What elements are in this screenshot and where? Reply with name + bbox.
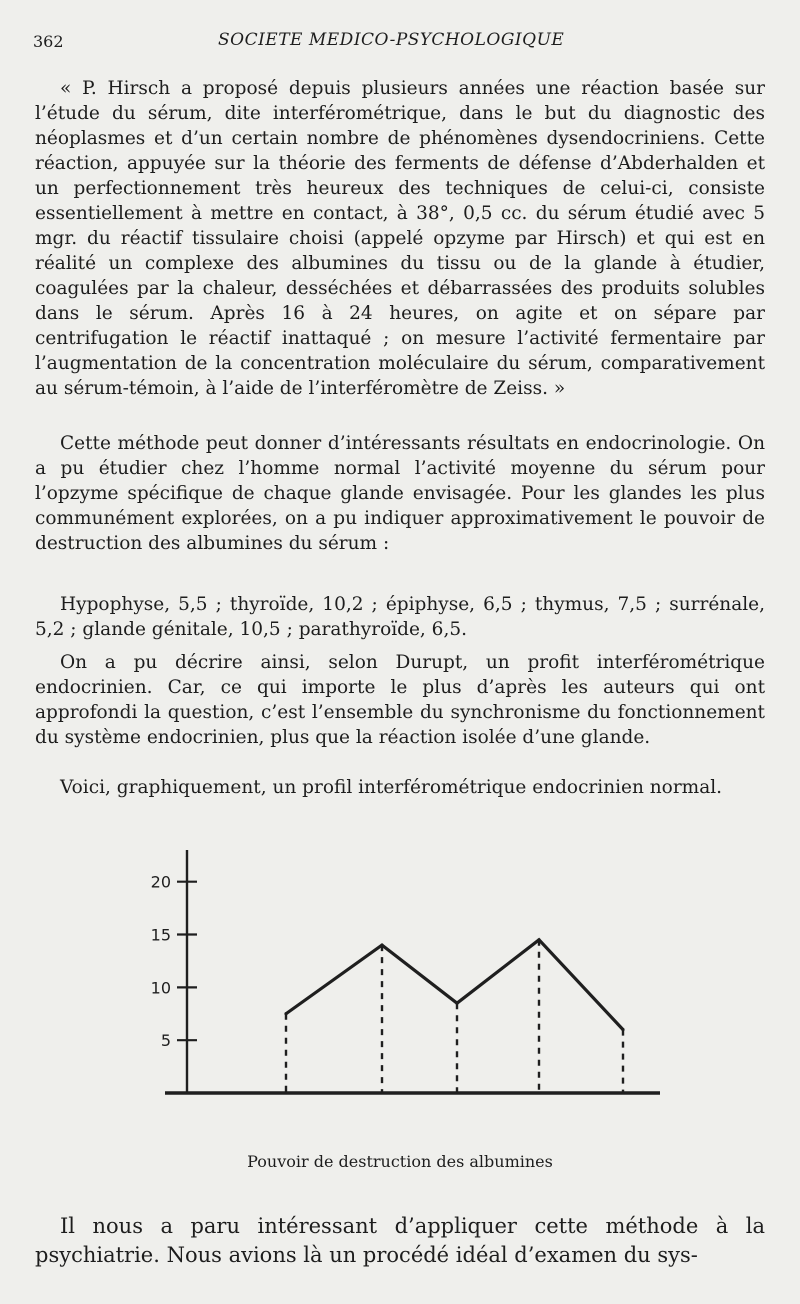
data-point [621, 1028, 624, 1031]
paragraph-text: Voici, graphiquement, un profil interférométrique endocrinien normal. [60, 777, 723, 798]
paragraph-text: Hypophyse, 5,5 ; thyroïde, 10,2 ; épiphyse, 6,5 ; thymus, 7,5 ; surrénale, 5,2 ; glande génitale, 10,5 ; parathyroïde, 6,5. [35, 594, 765, 640]
data-point [455, 1002, 458, 1005]
paragraph-text: Cette méthode peut donner d’intéressants résultats en endocrinologie. On a pu étudier chez l’homme normal l’activité moyenne du sérum pour l’opzyme spécifique de chaque glande envisagée. Pour les glandes les plus communément explorées, on a pu indiquer approximativement le pouvoir de destruction des albumines du sérum : [35, 433, 765, 554]
y-tick-label: 15 [150, 925, 171, 945]
page-number: 362 [33, 32, 64, 51]
x-axis-labels [120, 1112, 680, 1138]
profile-series-line [286, 940, 623, 1030]
interferometric-profile-figure [120, 840, 680, 1100]
figure-caption: Pouvoir de destruction des albumines [247, 1152, 553, 1171]
data-point [537, 938, 540, 941]
paragraph-text: On a pu décrire ainsi, selon Durupt, un profit interférométrique endocrinien. Car, ce qui importe le plus d’après les auteurs qui ont approfondi la question, c’est l’ensemble du synchronisme du fonctionnement du système endocrinien, plus que la réaction isolée d’une glande. [35, 652, 765, 748]
paragraph-hirsch-quote [35, 76, 765, 401]
paragraph-psychiatry [35, 1212, 765, 1270]
paragraph-method [35, 431, 765, 556]
page-header [33, 28, 770, 58]
paragraph-text: Il nous a paru intéressant d’appliquer cette méthode à la psychiatrie. Nous avions là un procédé idéal d’examen du sys- [35, 1214, 765, 1267]
data-point [380, 943, 383, 946]
y-tick-label: 5 [160, 1031, 171, 1051]
interferometric-profile-chart [120, 840, 680, 1100]
data-point [284, 1012, 287, 1015]
paragraph-figure-intro [35, 775, 765, 800]
y-tick-label: 20 [150, 872, 171, 892]
paragraph-text: « P. Hirsch a proposé depuis plusieurs années une réaction basée sur l’étude du sérum, dite interférométrique, dans le but du diagnostic des néoplasmes et d’un certain nombre de phénomènes dysendocriniens. Cette réaction, appuyée sur la théorie des ferments de défense d’Abderhalden et un perfectionnement très heureux des techniques de celui-ci, consiste essentiellement à mettre en contact, à 38°, 0,5 cc. du sérum étudié avec 5 mgr. du réactif tissulaire choisi (appelé opzyme par Hirsch) et qui est en réalité un complexe des albumines du tissu ou de la glande à étudier, coagulées par la chaleur, desséchées et débarrassées des produits solubles dans le sérum. Après 16 à 24 heures, on agite et on sépare par centrifugation le réactif inattaqué ; on mesure l’activité fermentaire par l’augmentation de la concentration moléculaire du sérum, comparativement au sérum-témoin, à l’aide de l’interféromètre de Zeiss. » [35, 78, 765, 399]
running-title: SOCIETE MEDICO-PSYCHOLOGIQUE [218, 30, 565, 50]
paragraph-durupt-profile [35, 650, 765, 750]
paragraph-values-list [35, 592, 765, 642]
y-tick-label: 10 [150, 978, 171, 998]
